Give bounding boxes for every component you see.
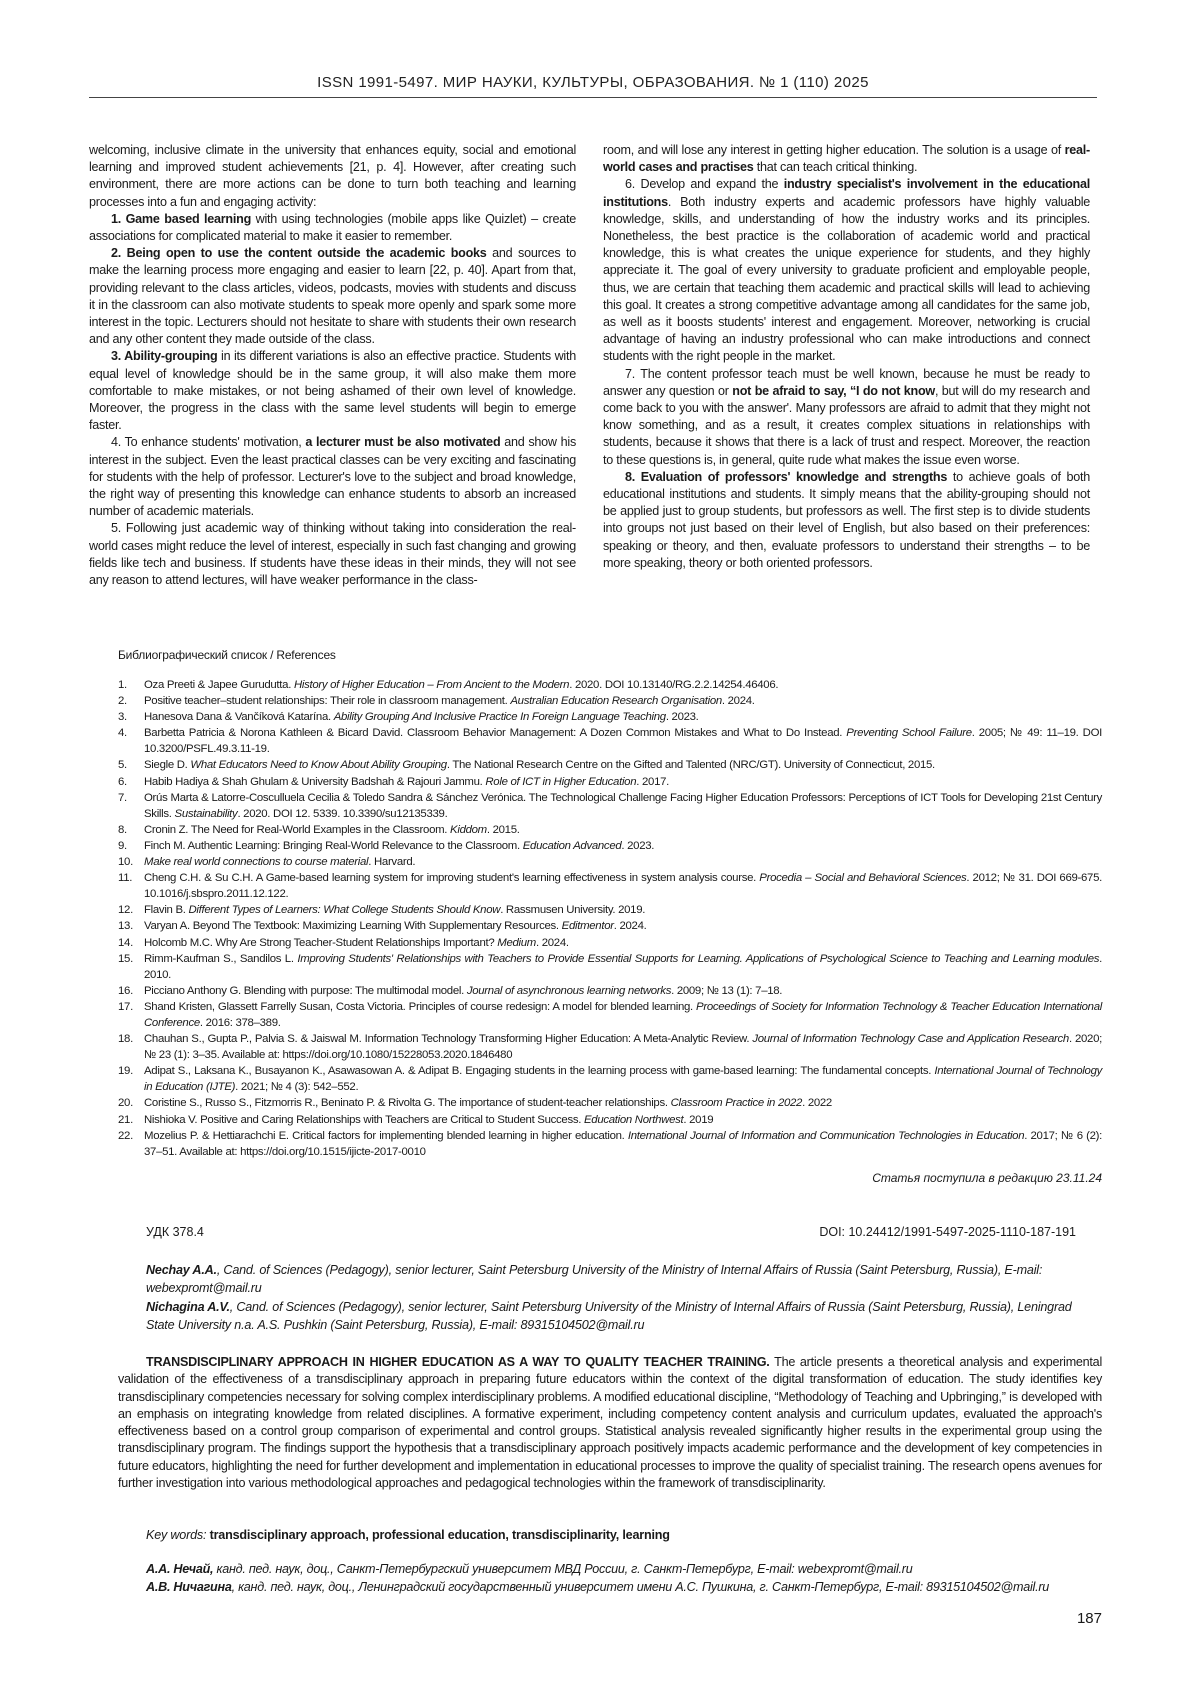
reference-number: 17. <box>118 999 133 1015</box>
author-1-name: Nechay A.A. <box>146 1263 217 1277</box>
reference-title: Improving Students' Relationships with Teachers to Provide Essential Supports for Learning. Applications of Psychological Science to Teaching and Learning modules <box>297 953 1099 965</box>
list-item-2-bold: 2. Being open to use the content outside the academic books <box>111 246 487 260</box>
author-1-affiliation: , Cand. of Sciences (Pedagogy), senior lecturer, Saint Petersburg University of the Ministry of Internal Affairs of Russia (Saint Petersburg, Russia), E-mail: webexpromt@mail.ru <box>146 1263 1042 1295</box>
ru-author-1-name: А.А. Нечай, <box>146 1562 213 1576</box>
reference-item <box>118 1031 1102 1063</box>
reference-text: Picciano Anthony G. Blending with purpose: The multimodal model. <box>144 985 467 997</box>
list-item-3 <box>89 348 576 434</box>
right-p0-bold: real-world cases and practises <box>603 143 1090 174</box>
reference-number: 4. <box>118 725 127 741</box>
reference-number: 9. <box>118 838 127 854</box>
reference-details: . 2020. DOI 10.13140/RG.2.2.14254.46406. <box>569 679 778 691</box>
reference-number: 3. <box>118 709 127 725</box>
reference-title: History of Higher Education – From Ancient to the Modern <box>294 679 569 691</box>
list-item-4-bold: a lecturer must be also motivated <box>305 435 500 449</box>
list-item-7-text: , but will do my research and come back to you with the answer'. Many professors are afraid to admit that they might not know something, and as a result, it creates complex situations in relationships with students, because it shows that there is a lack of trust and respect. Moreover, the reaction to these questions is, in general, quite rude what makes the issue even worse. <box>603 384 1090 467</box>
keywords-label: Key words: <box>146 1528 206 1542</box>
list-item-4 <box>89 434 576 520</box>
reference-title: Editmentor <box>562 920 614 932</box>
reference-details: . Harvard. <box>368 856 415 868</box>
reference-text: Nishioka V. Positive and Caring Relationships with Teachers are Critical to Student Success. <box>144 1114 584 1126</box>
reference-title: International Journal of Information and Communication Technologies in Education <box>628 1130 1024 1142</box>
reference-details: . 2022 <box>802 1097 832 1109</box>
list-item-1 <box>89 211 576 245</box>
reference-text: Barbetta Patricia & Norona Kathleen & Bicard David. Classroom Behavior Management: A Dozen Common Mistakes and What to Do Instead. <box>144 727 846 739</box>
ru-author-1-text: канд. пед. наук, доц., Санкт-Петербургский университет МВД России, г. Санкт-Петербург, E-mail: webexpromt@mail.ru <box>213 1562 912 1576</box>
reference-number: 22. <box>118 1128 133 1144</box>
list-item-7 <box>603 366 1090 469</box>
ru-author-1 <box>146 1562 1106 1576</box>
reference-title: Journal of Information Technology Case and Application Research <box>752 1033 1069 1045</box>
right-paragraph-0 <box>603 142 1090 176</box>
list-item-8-bold: 8. Evaluation of professors' knowledge and strengths <box>625 470 947 484</box>
reference-text: Siegle D. <box>144 759 190 771</box>
reference-item <box>118 774 1102 790</box>
reference-item <box>118 693 1102 709</box>
reference-title: Sustainability <box>175 808 238 820</box>
reference-title: Ability Grouping And Inclusive Practice In Foreign Language Teaching <box>334 711 666 723</box>
reference-text: Cheng C.H. & Su C.H. A Game-based learning system for improving student's learning effectiveness in system analysis course. <box>144 872 759 884</box>
author-1 <box>146 1262 1076 1297</box>
reference-text: Finch M. Authentic Learning: Bringing Real-World Relevance to the Classroom. <box>144 840 523 852</box>
reference-item <box>118 822 1102 838</box>
reference-title: International Journal of Technology in Education (IJTE) <box>144 1065 1102 1093</box>
reference-number: 11. <box>118 870 132 886</box>
right-p0-text: that can teach critical thinking. <box>754 160 918 174</box>
reference-details: . 2023. <box>666 711 699 723</box>
udk-code: УДК 378.4 <box>146 1225 204 1239</box>
list-item-3-text: in its different variations is also an effective practice. Students with equal level of knowledge should be in the same group, it will also make them more comfortable to make mistakes, or not being ashamed of their own level of knowledge. Moreover, the progress in the class with the same level students will begin to emerge faster. <box>89 349 576 432</box>
reference-details: . 2019 <box>683 1114 713 1126</box>
references-title: Библиографический список / References <box>118 648 336 662</box>
list-item-1-bold: 1. Game based learning <box>111 212 251 226</box>
reference-item <box>118 757 1102 773</box>
list-item-7-bold: not be afraid to say, “I do not know <box>732 384 935 398</box>
reference-text: Flavin B. <box>144 904 188 916</box>
reference-number: 15. <box>118 951 133 967</box>
reference-number: 20. <box>118 1095 133 1111</box>
reference-item <box>118 870 1102 902</box>
reference-number: 14. <box>118 935 133 951</box>
reference-details: . 2024. <box>536 937 569 949</box>
reference-text: Hanesova Dana & Vančíková Katarína. <box>144 711 334 723</box>
abstract-text: The article presents a theoretical analysis and experimental validation of the effectiveness of a transdisciplinary approach in preparing future educators within the context of the digital transformation of education. The study identifies key transdisciplinary competencies necessary for solving complex interdisciplinary problems. A modified educational discipline, “Methodology of Teaching and Upbringing,” is developed with an emphasis on integrating knowledge from related disciplines. A formative experiment, including competency content analysis and curriculum updates, evaluated the approach's effectiveness based on a control group comparison of experimental and control groups. Statistical analysis revealed significantly higher results in the experimental group using the transdisciplinary program. The findings support the hypothesis that a transdisciplinary approach positively impacts academic performance and the development of key competencies in future educators, highlighting the need for further development and implementation in educational processes to improve the quality of specialist training. The research opens avenues for further investigation into various methodological approaches and pedagogical technologies within the framework of transdisciplinarity. <box>118 1355 1102 1490</box>
reference-details: . 2020; № 23 (1): 3–35. Available at: https://doi.org/10.1080/15228053.2020.1846480 <box>144 1033 1102 1061</box>
reference-number: 12. <box>118 902 133 918</box>
reference-text: Cronin Z. The Need for Real-World Examples in the Classroom. <box>144 824 450 836</box>
reference-text: Holcomb M.C. Why Are Strong Teacher-Student Relationships Important? <box>144 937 497 949</box>
reference-item <box>118 725 1102 757</box>
reference-title: Australian Education Research Organisation <box>510 695 722 707</box>
reference-item <box>118 935 1102 951</box>
reference-title: Make real world connections to course material <box>144 856 368 868</box>
reference-number: 7. <box>118 790 127 806</box>
list-item-6-start: 6. Develop and expand the <box>625 177 784 191</box>
keywords <box>146 1528 670 1542</box>
reference-details: . 2017. <box>636 776 669 788</box>
reference-title: Different Types of Learners: What College Students Should Know <box>188 904 500 916</box>
reference-number: 1. <box>118 677 127 693</box>
reference-text: Mozelius P. & Hettiarachchi E. Critical factors for implementing blended learning in higher education. <box>144 1130 628 1142</box>
reference-details: . 2021; № 4 (3): 542–552. <box>235 1081 358 1093</box>
list-item-2 <box>89 245 576 348</box>
reference-number: 18. <box>118 1031 133 1047</box>
ru-author-2-name: А.В. Ничагина <box>146 1580 232 1594</box>
reference-item <box>118 790 1102 822</box>
reference-number: 10. <box>118 854 133 870</box>
list-item-1-text: with using technologies (mobile apps like Quizlet) – create associations for complicated material to make it easier to remember. <box>89 212 576 243</box>
abstract-paragraph <box>118 1354 1102 1492</box>
reference-text: Orús Marta & Latorre-Cosculluela Cecilia & Toledo Sandra & Sánchez Verónica. The Technological Challenge Facing Higher Education Professors: Perceptions of ICT Tools for Developing 21st Century Skills. <box>144 792 1102 820</box>
reference-item <box>118 1095 1102 1111</box>
reference-details: . 2024. <box>614 920 647 932</box>
right-column <box>603 142 1090 572</box>
reference-text: Varyan A. Beyond The Textbook: Maximizing Learning With Supplementary Resources. <box>144 920 562 932</box>
reference-title: Journal of asynchronous learning networks <box>467 985 671 997</box>
list-item-8-text: to achieve goals of both educational institutions and students. It simply means that the ability-grouping should not be applied just to group students, but professors as well. The first step is to divide students into groups not just based on their level of English, but also based on their preferences: speaking or theory, and then, evaluate professors to understand their strengths – to be more speaking, theory or both oriented professors. <box>603 470 1090 570</box>
reference-number: 13. <box>118 918 133 934</box>
reference-item <box>118 902 1102 918</box>
list-item-4-start: 4. To enhance students' motivation, <box>111 435 305 449</box>
page-number: 187 <box>1077 1610 1102 1627</box>
reference-title: Classroom Practice in 2022 <box>671 1097 802 1109</box>
ru-author-2 <box>146 1580 1106 1594</box>
reference-title: Preventing School Failure <box>846 727 971 739</box>
journal-header: ISSN 1991-5497. МИР НАУКИ, КУЛЬТУРЫ, ОБРАЗОВАНИЯ. № 1 (110) 2025 <box>89 74 1097 91</box>
reference-details: . The National Research Centre on the Gifted and Talented (NRC/GT). University of Connecticut, 2015. <box>447 759 935 771</box>
reference-details: . 2005; № 49: 11–19. DOI 10.3200/PSFL.49.3.11-19. <box>144 727 1102 755</box>
reference-details: . 2024. <box>722 695 755 707</box>
reference-text: Shand Kristen, Glassett Farrelly Susan, Costa Victoria. Principles of course redesign: A model for blended learning. <box>144 1001 696 1013</box>
reference-text: Oza Preeti & Japee Gurudutta. <box>144 679 294 691</box>
list-item-6 <box>603 176 1090 365</box>
reference-details: . 2020. DOI 12. 5339. 10.3390/su12135339. <box>237 808 447 820</box>
reference-title: Education Advanced <box>523 840 622 852</box>
reference-title: Role of ICT in Higher Education <box>485 776 636 788</box>
reference-title: Procedia – Social and Behavioral Sciences <box>759 872 966 884</box>
reference-details: . 2012; № 31. DOI 669-675. 10.1016/j.sbspro.2011.12.122. <box>144 872 1102 900</box>
author-2-name: Nichagina A.V. <box>146 1300 230 1314</box>
reference-item <box>118 709 1102 725</box>
reference-text: Chauhan S., Gupta P., Palvia S. & Jaiswal M. Information Technology Transforming Higher Education: A Meta-Analytic Review. <box>144 1033 752 1045</box>
reference-details: . Rassmusen University. 2019. <box>500 904 645 916</box>
reference-title: What Educators Need to Know About Ability Grouping <box>190 759 446 771</box>
list-item-6-text: . Both industry experts and academic professors have highly valuable knowledge, skills, and understanding of how the industry works and its principles. Nonetheless, the best practice is the collaboration of academic world and practical knowledge, this is what creates the unique experience for students, and they highly appreciate it. The goal of every university to graduate proficient and employable people, thus, we are certain that teaching them academic and practical skills will lead to achieving this goal. It creates a strong competitive advantage among all candidates for the same job, as well as it boosts students' interest and engagement. Moreover, networking is crucial advantage of having an industry professional who can make introductions and connect students with the right people in the market. <box>603 195 1090 364</box>
reference-item <box>118 1112 1102 1128</box>
abstract-title: TRANSDISCIPLINARY APPROACH IN HIGHER EDUCATION AS A WAY TO QUALITY TEACHER TRAINING. <box>146 1355 770 1369</box>
reference-details: . 2016: 378–389. <box>200 1017 281 1029</box>
reference-number: 8. <box>118 822 127 838</box>
reference-title: Proceedings of Society for Information Technology & Teacher Education International Conference <box>144 1001 1102 1029</box>
reference-text: Habib Hadiya & Shah Ghulam & University Badshah & Rajouri Jammu. <box>144 776 485 788</box>
reference-text: Adipat S., Laksana K., Busayanon K., Asawasowan A. & Adipat B. Engaging students in the learning process with game-based learning: The fundamental concepts. <box>144 1065 934 1077</box>
reference-item <box>118 951 1102 983</box>
reference-item <box>118 854 1102 870</box>
reference-details: . 2017; № 6 (2): 37–51. Available at: https://doi.org/10.1515/ijicte-2017-0010 <box>144 1130 1102 1158</box>
reference-item <box>118 999 1102 1031</box>
reference-text: Coristine S., Russo S., Fitzmorris R., Beninato P. & Rivolta G. The importance of student-teacher relationships. <box>144 1097 671 1109</box>
list-item-3-bold: 3. Ability-grouping <box>111 349 217 363</box>
reference-item <box>118 677 1102 693</box>
references-list <box>118 677 1102 1160</box>
reference-item <box>118 1063 1102 1095</box>
left-paragraph-0: welcoming, inclusive climate in the university that enhances equity, social and emotional learning and improved student achievements [21, p. 4]. However, after creating such environment, there are more actions can be done to turn both teaching and learning processes into a fun and engaging activity: <box>89 142 576 211</box>
reference-title: Education Northwest <box>584 1114 683 1126</box>
reference-title: Medium <box>497 937 536 949</box>
author-2-affiliation: , Cand. of Sciences (Pedagogy), senior lecturer, Saint Petersburg University of the Ministry of Internal Affairs of Russia (Saint Petersburg, Russia), Leningrad State University n.a. A.S. Pushkin (Saint Petersburg, Russia), E-mail: 89315104502@mail.ru <box>146 1300 1072 1332</box>
reference-details: . 2010. <box>144 953 1102 981</box>
reference-text: Rimm-Kaufman S., Sandilos L. <box>144 953 297 965</box>
right-p0-start: room, and will lose any interest in getting higher education. The solution is a usage of <box>603 143 1065 157</box>
reference-number: 5. <box>118 757 127 773</box>
reference-item <box>118 838 1102 854</box>
reference-number: 6. <box>118 774 127 790</box>
left-column <box>89 142 576 589</box>
reference-details: . 2023. <box>621 840 654 852</box>
header-rule <box>89 97 1097 98</box>
doi: DOI: 10.24412/1991-5497-2025-1110-187-191 <box>819 1225 1076 1239</box>
author-2 <box>146 1299 1076 1334</box>
reference-number: 19. <box>118 1063 133 1079</box>
list-item-4-text: and show his interest in the subject. Even the least practical classes can be very exciting and fascinating for students with the help of professor. Lecturer's love to the subject and broad knowledge, the right way of presenting this knowledge can enhance students to absorb an increased number of academic materials. <box>89 435 576 518</box>
reference-number: 16. <box>118 983 133 999</box>
list-item-2-text: and sources to make the learning process more engaging and easier to learn [22, p. 40]. Apart from that, providing relevant to the class articles, videos, podcasts, movies with students and discuss it in the classroom can also motivate students to speak more openly and spark some more interest in the topic. Lecturers should not hesitate to share with students their own research and any other content they made outside of the class. <box>89 246 576 346</box>
reference-text: Positive teacher–student relationships: Their role in classroom management. <box>144 695 510 707</box>
received-date: Статья поступила в редакцию 23.11.24 <box>872 1171 1102 1185</box>
reference-title: Kiddom <box>450 824 487 836</box>
reference-item <box>118 983 1102 999</box>
keywords-list: transdisciplinary approach, professional education, transdisciplinarity, learning <box>206 1528 669 1542</box>
reference-item <box>118 1128 1102 1160</box>
list-item-8 <box>603 469 1090 572</box>
reference-details: . 2009; № 13 (1): 7–18. <box>671 985 782 997</box>
abstract <box>118 1354 1102 1492</box>
reference-number: 2. <box>118 693 127 709</box>
ru-author-2-text: , канд. пед. наук, доц., Ленинградский государственный университет имени А.С. Пушкина, г. Санкт-Петербург, E-mail: 89315104502@mail.ru <box>232 1580 1049 1594</box>
reference-details: . 2015. <box>487 824 520 836</box>
list-item-7-start: 7. The content professor teach must be well known, because he must be ready to answer any question or <box>603 367 1090 398</box>
reference-item <box>118 918 1102 934</box>
reference-number: 21. <box>118 1112 133 1128</box>
list-item-5: 5. Following just academic way of thinking without taking into consideration the real-world cases might reduce the level of interest, especially in such fast changing and growing fields like tech and business. If students have these ideas in their minds, they will not see any reason to attend lectures, will have weaker performance in the class- <box>89 520 576 589</box>
list-item-6-bold: industry specialist's involvement in the educational institutions <box>603 177 1090 208</box>
